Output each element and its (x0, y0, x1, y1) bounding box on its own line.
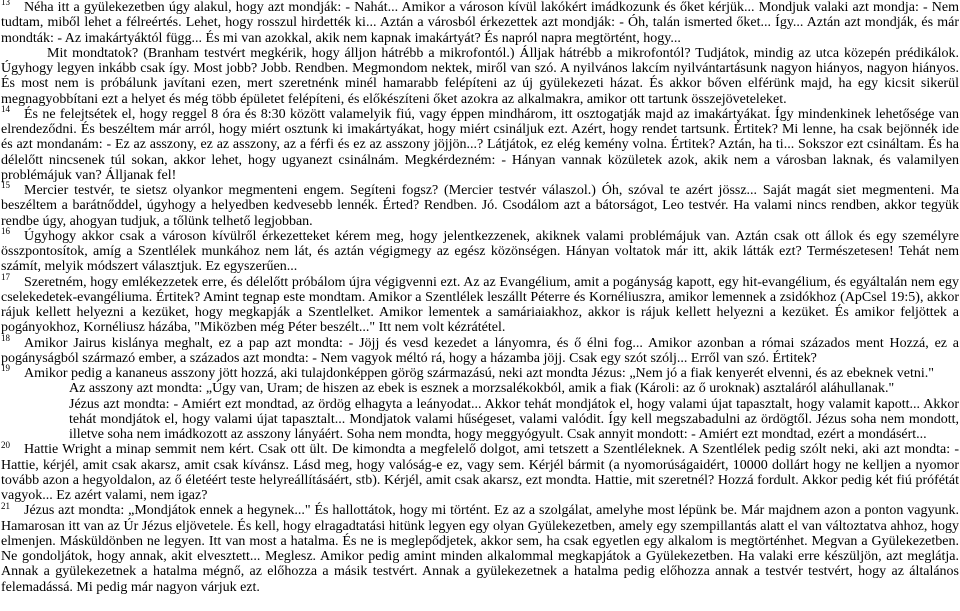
paragraph (1, 381, 959, 396)
paragraph-text: És ne felejtsétek el, hogy reggel 8 óra és 8:30 között valamelyik fiú, vagy éppen mindhárom, itt osztogatják majd az imakártyákat. Így mindenkinek lehetősége van elrendeződni. És beszéltem már arról, hogy miért osztunk ki imakártyákat, hogy miért csináljuk ezt. Azért, hogy rendet tartsunk. Értitek? Mi lenne, ha csak bejönnék ide és azt mondanám: - Ez az asszony, ez az asszony, az a férfi és ez az asszony jöjjön...? Látjátok, ez elég kemény volna. Értitek? Aztán, ha ti... Sokszor ezt csináltam. És ha délelőtt nincsenek túl sokan, akkor lehet, hogy ugyanezt csinálnám. Megkérdezném: - Hányan vannak közületek azok, akik nem a városban laknak, és valamilyen problémájuk van? Álljanak fel! (1, 106, 959, 183)
paragraph (1, 332, 959, 367)
paragraph (1, 180, 959, 229)
paragraph-text: Amikor pedig a kananeus asszony jött hozzá, aki tulajdonképpen görög származású, neki azt mondta Jézus: „Nem jó a fiak kenyerét elvenni, és az ebeknek vetni." (24, 366, 934, 381)
paragraph-text: Az asszony azt mondta: „Úgy van, Uram; de hiszen az ebek is esznek a morzsalékokból, amik a fiak (Károli: az ő uroknak) asztaláról aláhullanak." (69, 381, 895, 397)
paragraph (1, 500, 959, 595)
paragraph-text: Mercier testvér, te sietsz olyankor megmenteni engem. Segíteni fogsz? (Mercier testvér válaszol.) Óh, szóval te azért jössz... Saját magát siet megmenteni. Ma beszéltem a barátnőddel, úgyhogy a helyedben kedvesebb lennék. Érted? Rendben. Jó. Csodálom azt a bátorságot, Leo testvér. Ha valami nincs rendben, akkor tegyük rendbe úgy, ahogyan tudjuk, a tőlünk telhető legjobban. (1, 183, 959, 229)
paragraph (1, 226, 959, 275)
paragraph-number: 15 (1, 180, 10, 191)
paragraph-text: Úgyhogy akkor csak a városon kívülről érkezetteket kérem meg, hogy jelentkezzenek, akiknek valami problémájuk van. Aztán csak ott állok és egy személyre összpontosítok, amíg a Szentlélek munkához nem lát, és aztán végigmegy az egész közönségen. Hányan voltatok már itt, akik látták ezt? Természetesen! Tehát nem számít, melyik módszert választjuk. Ez egyszerűen... (1, 228, 959, 275)
paragraph-text: Szeretném, hogy emlékezzetek erre, és délelőtt próbálom újra végigvenni ezt. Az az Evangélium, amit a pogányság kapott, egy hit-evangélium, és egyáltalán nem egy cselekedetek-evangéliuma. Értitek? Amint tegnap este mondtam. Amikor a Szentlélek leszállt Péterre és Kornéliuszra, amikor lemennek a zsidókhoz (ApCsel 19:5), akkor rájuk kellett helyezni a kezüket, hogy megkapják a Szentlelket. Amikor lementek a samáriaiakhoz, akkor is rájuk kellett helyezni a kezüket. És amikor feljöttek a pogányokhoz, Kornéliusz házába, "Miközben még Péter beszélt..." Itt nem volt kézrátétel. (1, 274, 959, 336)
paragraph-number: 20 (1, 439, 10, 450)
paragraph-text: Jézus azt mondta: „Mondjátok ennek a hegynek..." És hallottátok, hogy mi történt. Ez az a szolgálat, amelyhe most lépünk be. Már majdnem azon a ponton vagyunk. Hamarosan itt van az Úr Jézus eljövetele. És kell, hogy elragadtatási hitünk legyen egy olyan Gyülekezetben, amely egy szempillantás alatt el van változtatva ahhoz, hogy elmenjen. Másküldönben ne legyen. Itt van most a hatalma. És ne is meglepődjetek, akkor sem, ha csak egyetlen egy alkalom is megtörténhet. Megvan a Gyülekezetben. Ne gondoljátok, hogy annak, akit elvesztett... Meglesz. Amikor pedig amint minden alkalommal megkapjátok a Gyülekezetben. Ha valaki erre készüljön, azt meglátja. Annak a gyülekezetnek a hatalma mégnő, az előhozza a másik testvért. Annak a gyülekezetnek a hatalma pedig előhozza annak a testvér testvért, hogy az általános felemadássá. Mi pedig már nagyon várjuk ezt. (1, 503, 959, 595)
paragraph-text: Amikor Jairus kislánya meghalt, ez a pap azt mondta: - Jöjj és vesd kezedet a lányomra, és ő élni fog... Amikor azonban a római százados ment Hozzá, ez a pogányságból származó ember, a százados azt mondta: - Nem vagyok méltó rá, hogy a házamba jöjj. Csak egy szót szólj... Erről van szó. Értitek? (1, 335, 959, 366)
paragraph-number: 13 (1, 0, 10, 8)
paragraph-text: Hattie Wright a minap semmit nem kért. Csak ott ült. De kimondta a megfelelő dolgot, ami tetszett a Szentléleknek. A Szentlélek pedig szólt neki, aki azt mondta: - Hattie, kérjél, amit csak akarsz, amit csak kívánsz. Lásd meg, hogy valóság-e ez, vagy sem. Kérjél bármit (a nyomorúságaidért, 10000 dollárt hogy ne kelljen a nyomor tovább azon a hegyoldalon, az ő életéért teste helyreállításáért, stb). Kérjél, amit csak akarsz, ezt mondta. Hattie, mit szeretnél? Hozzá fordult. Akkor pedig két fiú prófétát vagyok... Ez azért valami, nem igaz? (1, 442, 959, 503)
paragraph (1, 439, 959, 503)
paragraph-number: 16 (1, 226, 10, 237)
paragraph-text: Néha itt a gyülekezetben úgy alakul, hogy azt mondják: - Nahát... Amikor a városon kívül lakókért imádkozunk és őket kérjük... Mondjuk valaki azt mondja: - Nem tudtam, miből lehet a félreértés. Lehet, hogy rosszul hirdették ki... Aztán a városból érkezettek azt mondják: - Óh, talán ismerted őket... Így... Aztán azt mondják, és már mondták: - Az imakártyáktól függ... És mi van azokkal, akik nem kapnak imakártyát? És napról napra megtörtént, hogy... (1, 0, 959, 46)
paragraph-number: 17 (1, 271, 10, 282)
paragraph (1, 46, 959, 107)
paragraph-number: 18 (1, 332, 10, 343)
paragraph (1, 0, 959, 46)
paragraph-number: 19 (1, 363, 10, 374)
paragraph-text: Mit mondtatok? (Branham testvért megkérik, hogy álljon hátrébb a mikrofontól.) Álljak hátrébb a mikrofontól? Tudjátok, mindig az utca közepén prédikálok. Úgyhogy legyen inkább csak így. Most jobb? Jobb. Rendben. Megmondom nektek, miről van szó. A nyilvános lakcím nyilvántartásunk nagyon hiányos, nagyon hiányos. És most nem is próbálunk javítani ezen, mert szeretnénk minél hamarabb felépíteni az új gyülekezeti házat. És akkor bőven elférünk majd, ha egy kicsit sikerül megnagyobbítani ezt a helyet és még több épületet felépíteni, és előkészíteni őket azokra az alkalmakra, amikor ott tartunk összejöveteleket. (1, 45, 959, 107)
paragraph (1, 271, 959, 336)
paragraph-text: Jézus azt mondta: - Amiért ezt mondtad, az ördög elhagyta a leányodat... Akkor tehát mondjátok el, hogy valami újat tapasztalt, hogy valamit kapott... Akkor tehát mondjátok el, hogy valami újat tapasztalt... Mondjatok valami hűségeset, valami valódit. Így kell megszabadulni az ördögtől. Jézus soha nem mondott, illetve soha nem imádkozott az asszony lányáért. Soha nem mondta, hogy meggyógyult. Csak annyit mondott: - Amiért ezt mondtad, ezért a mondásért... (69, 396, 959, 442)
paragraph-number: 14 (1, 104, 10, 115)
paragraph (1, 363, 959, 381)
paragraph (1, 104, 959, 183)
paragraph-number: 21 (1, 500, 10, 511)
paragraph (1, 397, 959, 443)
